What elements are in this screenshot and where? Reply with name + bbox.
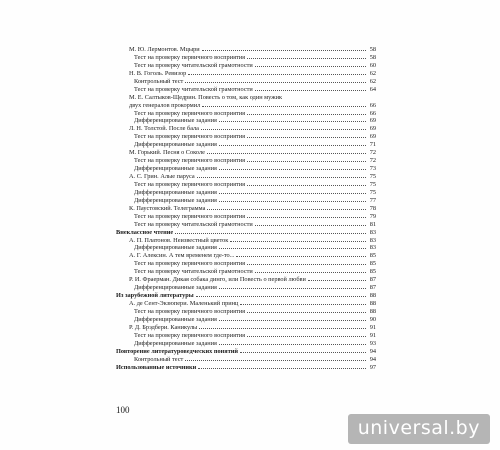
toc-entry — [116, 260, 376, 268]
toc-leader-dots — [255, 90, 366, 91]
toc-entry — [116, 189, 376, 197]
toc-entry-page: 94 — [369, 355, 376, 363]
toc-leader-dots — [247, 312, 366, 313]
toc-entry — [116, 276, 376, 284]
toc-entry-page: 85 — [369, 252, 376, 260]
toc-entry — [116, 324, 376, 332]
toc-entry-title: Внеклассное чтение — [116, 228, 174, 236]
toc-entry-page: 87 — [369, 284, 376, 292]
toc-entry-page: 66 — [369, 109, 376, 117]
toc-entry-page: 88 — [369, 300, 376, 307]
toc-entry-page: 62 — [369, 69, 376, 77]
toc-leader-dots — [175, 233, 366, 234]
toc-entry-title: Дифференцированные задания — [134, 315, 217, 323]
toc-entry-page: 72 — [369, 149, 376, 157]
toc-entry-page: 75 — [369, 180, 376, 188]
toc-entry — [116, 213, 376, 221]
toc-entry — [116, 348, 376, 356]
toc-entry-title: Дифференцированные задания — [134, 188, 217, 196]
toc-leader-dots — [219, 145, 366, 146]
toc-entry-title: А. Г. Алексин. А тем временем где-то... — [129, 252, 235, 260]
toc-entry — [116, 125, 376, 133]
toc-entry — [116, 244, 376, 252]
toc-entry — [116, 181, 376, 189]
toc-entry — [116, 46, 376, 54]
toc-entry — [116, 197, 376, 205]
toc-leader-dots — [202, 106, 366, 107]
toc-entry-title: А. де Сент-Экзюпери. Маленький принц — [129, 300, 239, 307]
toc-entry — [116, 94, 376, 102]
toc-entry-page: 91 — [369, 323, 376, 331]
table-of-contents — [116, 46, 376, 371]
toc-entry — [116, 70, 376, 78]
toc-entry-page: 64 — [369, 85, 376, 93]
toc-entry-title: М. Горький. Песня о Соколе — [129, 149, 205, 157]
toc-entry-page: 58 — [369, 46, 376, 53]
toc-leader-dots — [247, 161, 366, 162]
toc-entry-page: 78 — [369, 204, 376, 212]
toc-entry-title: А. С. Грин. Алые паруса — [129, 173, 195, 180]
toc-entry — [116, 173, 376, 181]
toc-entry-title: М. Ю. Лермонтов. Мцыри — [129, 46, 200, 53]
toc-entry-page: 87 — [369, 276, 376, 284]
toc-entry-page: 58 — [369, 53, 376, 61]
toc-leader-dots — [247, 114, 366, 115]
toc-entry — [116, 102, 376, 110]
toc-entry-title: Р. Д. Брэдбери. Каникулы — [129, 323, 198, 331]
toc-entry-title: Использованные источники — [116, 363, 197, 371]
toc-leader-dots — [240, 352, 366, 353]
toc-entry-page: 85 — [369, 260, 376, 268]
toc-leader-dots — [185, 360, 366, 361]
toc-entry-title: Тест на проверку читательской грамотности — [134, 268, 253, 276]
toc-entry-page: 66 — [369, 101, 376, 109]
toc-entry — [116, 340, 376, 348]
toc-entry — [116, 356, 376, 364]
toc-leader-dots — [236, 256, 366, 257]
toc-leader-dots — [308, 280, 366, 281]
toc-entry-title: Дифференцированные задания — [134, 339, 217, 347]
watermark: universal.by — [348, 414, 490, 444]
toc-leader-dots — [196, 296, 366, 297]
toc-entry-page: 69 — [369, 133, 376, 141]
toc-leader-dots — [207, 153, 366, 154]
toc-leader-dots — [188, 74, 366, 75]
toc-leader-dots — [219, 201, 366, 202]
toc-entry — [116, 205, 376, 213]
toc-entry-title: Тест на проверку первичного восприятия — [134, 157, 245, 165]
toc-leader-dots — [219, 320, 366, 321]
toc-entry — [116, 229, 376, 237]
toc-entry — [116, 62, 376, 70]
toc-entry-title: Тест на проверку первичного восприятия — [134, 260, 245, 268]
toc-leader-dots — [230, 241, 366, 242]
toc-leader-dots — [247, 58, 366, 59]
page-number: 100 — [116, 405, 130, 415]
toc-entry-title: Тест на проверку первичного восприятия — [134, 331, 245, 339]
toc-leader-dots — [247, 185, 366, 186]
toc-entry-title: Повторение литературоведческих понятий — [116, 347, 239, 355]
toc-entry-title: Дифференцированные задания — [134, 117, 217, 125]
toc-entry-title: Р. И. Фраерман. Дикая собака динго, или Повесть о первой любви — [129, 276, 306, 284]
toc-entry — [116, 149, 376, 157]
toc-entry-page: 90 — [369, 315, 376, 323]
toc-entry-title: Дифференцированные задания — [134, 165, 217, 173]
toc-leader-dots — [185, 82, 366, 83]
toc-entry — [116, 110, 376, 118]
toc-entry-page: 77 — [369, 196, 376, 204]
toc-leader-dots — [255, 272, 366, 273]
toc-entry-page: 73 — [369, 165, 376, 173]
toc-entry — [116, 117, 376, 125]
toc-entry-title: Дифференцированные задания — [134, 196, 217, 204]
toc-entry — [116, 237, 376, 245]
toc-entry-title: Л. Н. Толстой. После бала — [129, 125, 199, 133]
toc-leader-dots — [240, 304, 366, 305]
toc-entry — [116, 221, 376, 229]
toc-entry-title: Тест на проверку первичного восприятия — [134, 307, 245, 315]
toc-entry-title: Тест на проверку первичного восприятия — [134, 212, 245, 220]
toc-entry-title: А. П. Платонов. Неизвестный цветок — [129, 236, 229, 244]
toc-leader-dots — [219, 288, 366, 289]
toc-entry — [116, 78, 376, 86]
toc-entry-page: 85 — [369, 268, 376, 276]
toc-entry-title: Тест на проверку читательской грамотности — [134, 85, 253, 93]
toc-entry-title: Н. В. Гоголь. Ревизор — [129, 69, 187, 77]
toc-entry-title: М. Е. Салтыков-Щедрин. Повесть о том, как один мужик — [129, 93, 283, 101]
toc-entry-title: Контрольный тест — [134, 77, 184, 85]
toc-entry-page: 79 — [369, 212, 376, 220]
toc-entry-title: Тест на проверку первичного восприятия — [134, 109, 245, 117]
toc-entry-page: 75 — [369, 173, 376, 180]
toc-entry — [116, 157, 376, 165]
toc-leader-dots — [201, 129, 366, 130]
toc-entry-page: 91 — [369, 331, 376, 339]
toc-entry-page: 69 — [369, 117, 376, 125]
toc-entry-page: 93 — [369, 339, 376, 347]
toc-entry-page: 83 — [369, 236, 376, 244]
toc-leader-dots — [219, 344, 366, 345]
toc-leader-dots — [219, 248, 366, 249]
toc-entry-page: 88 — [369, 292, 376, 300]
toc-entry-title: Дифференцированные задания — [134, 244, 217, 252]
toc-entry — [116, 364, 376, 372]
toc-leader-dots — [199, 328, 366, 329]
toc-leader-dots — [255, 66, 366, 67]
toc-entry-page: 94 — [369, 347, 376, 355]
toc-entry-title: Дифференцированные задания — [134, 284, 217, 292]
toc-entry-title: Дифференцированные задания — [134, 141, 217, 149]
toc-leader-dots — [219, 193, 366, 194]
toc-entry — [116, 292, 376, 300]
toc-entry — [116, 133, 376, 141]
toc-entry — [116, 332, 376, 340]
toc-entry-page: 75 — [369, 188, 376, 196]
toc-leader-dots — [247, 217, 366, 218]
toc-entry — [116, 308, 376, 316]
toc-leader-dots — [207, 209, 366, 210]
toc-entry-title: двух генералов прокормил — [129, 101, 201, 109]
toc-entry-page: 97 — [369, 363, 376, 371]
toc-entry-page: 69 — [369, 125, 376, 133]
toc-entry — [116, 54, 376, 62]
toc-leader-dots — [198, 368, 366, 369]
toc-entry-page: 72 — [369, 157, 376, 165]
toc-leader-dots — [247, 137, 366, 138]
toc-entry-title: Из зарубежной литературы — [116, 292, 194, 300]
toc-entry — [116, 252, 376, 260]
toc-entry-page: 71 — [369, 141, 376, 149]
toc-entry-title: Тест на проверку первичного восприятия — [134, 53, 245, 61]
toc-entry-page: 81 — [369, 220, 376, 228]
toc-leader-dots — [247, 264, 366, 265]
toc-entry-page: 83 — [369, 244, 376, 252]
toc-entry-title: Тест на проверку читательской грамотности — [134, 220, 253, 228]
toc-entry-title: Контрольный тест — [134, 355, 184, 363]
toc-entry-page: 60 — [369, 61, 376, 69]
toc-entry-page: 88 — [369, 307, 376, 315]
toc-leader-dots — [202, 50, 366, 51]
toc-leader-dots — [219, 121, 366, 122]
toc-entry — [116, 284, 376, 292]
toc-entry-page: 83 — [369, 228, 376, 236]
toc-entry — [116, 141, 376, 149]
toc-entry — [116, 300, 376, 308]
toc-leader-dots — [255, 225, 366, 226]
toc-leader-dots — [219, 169, 366, 170]
toc-entry — [116, 86, 376, 94]
toc-entry — [116, 165, 376, 173]
toc-leader-dots — [247, 336, 366, 337]
toc-leader-dots — [197, 177, 366, 178]
toc-entry-title: Тест на проверку первичного восприятия — [134, 180, 245, 188]
toc-entry-page: 62 — [369, 77, 376, 85]
toc-entry-title: К. Паустовский. Телеграмма — [129, 204, 206, 212]
toc-entry-title: Тест на проверку читательской грамотности — [134, 61, 253, 69]
toc-entry-title: Тест на проверку первичного восприятия — [134, 133, 245, 141]
toc-entry — [116, 316, 376, 324]
toc-entry — [116, 268, 376, 276]
